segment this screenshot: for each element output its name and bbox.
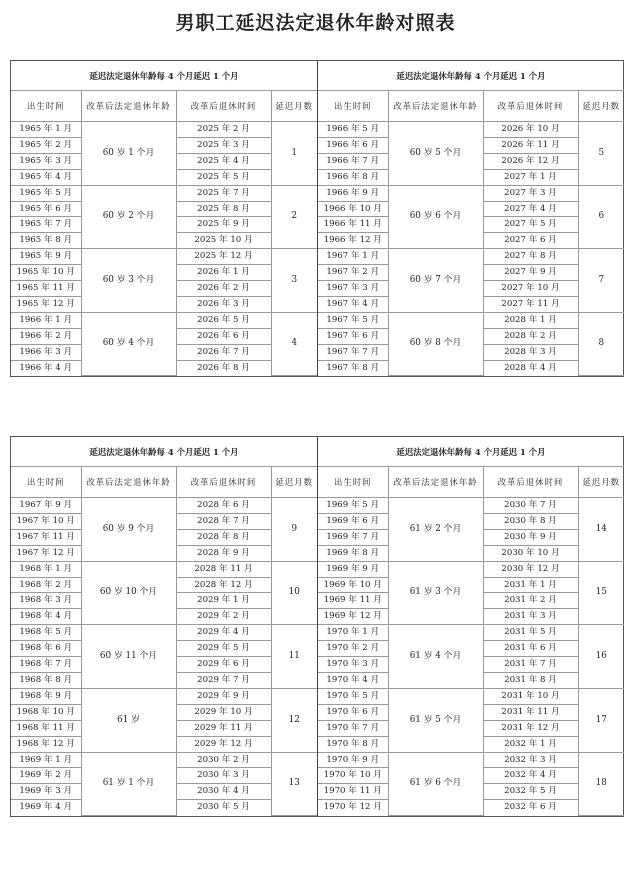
retirement-table [11,437,317,816]
table-row [318,185,624,201]
birth-month-cell: 1966 年 7 月 [318,153,388,169]
birth-month-cell: 1967 年 6 月 [318,328,388,344]
birth-month-cell: 1967 年 12 月 [11,545,81,561]
birth-month-cell: 1968 年 3 月 [11,593,81,609]
birth-month-cell: 1969 年 4 月 [11,800,81,815]
delay-months-cell: 2 [271,185,317,249]
retirement-date-cell: 2028 年 8 月 [176,529,271,545]
table-row [11,498,317,514]
retirement-date-cell: 2028 年 11 月 [176,561,271,577]
birth-month-cell: 1967 年 11 月 [11,529,81,545]
birth-month-cell: 1970 年 11 月 [318,784,388,800]
birth-month-cell: 1970 年 9 月 [318,752,388,768]
retirement-date-cell: 2031 年 1 月 [483,577,578,593]
table-block-1 [10,60,624,377]
birth-month-cell: 1965 年 12 月 [11,296,81,312]
retirement-date-cell: 2029 年 2 月 [176,609,271,625]
retirement-date-cell: 2027 年 11 月 [483,296,578,312]
birth-month-cell: 1965 年 7 月 [11,217,81,233]
birth-month-cell: 1968 年 4 月 [11,609,81,625]
retirement-date-cell: 2027 年 8 月 [483,249,578,265]
birth-month-cell: 1966 年 8 月 [318,169,388,185]
retirement-date-cell: 2030 年 7 月 [483,498,578,514]
birth-month-cell: 1969 年 7 月 [318,529,388,545]
retirement-date-cell: 2025 年 4 月 [176,153,271,169]
birth-month-cell: 1966 年 3 月 [11,344,81,360]
retirement-date-cell: 2030 年 8 月 [483,513,578,529]
column-header: 改革后退休时间 [483,467,578,498]
table-row [11,625,317,641]
birth-month-cell: 1969 年 6 月 [318,513,388,529]
birth-month-cell: 1968 年 5 月 [11,625,81,641]
table-row [11,752,317,768]
retirement-date-cell: 2031 年 12 月 [483,720,578,736]
retirement-date-cell: 2028 年 4 月 [483,360,578,375]
delay-months-cell: 8 [578,312,624,375]
birth-month-cell: 1967 年 2 月 [318,265,388,281]
table-row [11,561,317,577]
retirement-age-cell: 61 岁 1 个月 [81,752,176,815]
birth-month-cell: 1968 年 1 月 [11,561,81,577]
delay-months-cell: 3 [271,249,317,313]
table-half [11,61,317,376]
birth-month-cell: 1967 年 3 月 [318,281,388,297]
retirement-date-cell: 2029 年 6 月 [176,657,271,673]
table-row [318,122,624,138]
delay-months-cell: 12 [271,688,317,752]
retirement-age-cell: 61 岁 2 个月 [388,498,483,562]
column-header: 延迟月数 [578,91,624,122]
delay-months-cell: 9 [271,498,317,562]
birth-month-cell: 1969 年 8 月 [318,545,388,561]
retirement-table [318,61,624,376]
retirement-date-cell: 2026 年 3 月 [176,296,271,312]
column-header: 改革后退休时间 [176,467,271,498]
birth-month-cell: 1966 年 10 月 [318,201,388,217]
retirement-age-cell: 61 岁 [81,688,176,752]
birth-month-cell: 1966 年 1 月 [11,312,81,328]
birth-month-cell: 1967 年 10 月 [11,513,81,529]
column-header: 改革后法定退休年龄 [388,467,483,498]
retirement-age-cell: 60 岁 6 个月 [388,185,483,249]
retirement-date-cell: 2031 年 7 月 [483,657,578,673]
birth-month-cell: 1967 年 7 月 [318,344,388,360]
birth-month-cell: 1966 年 11 月 [318,217,388,233]
retirement-age-cell: 60 岁 7 个月 [388,249,483,313]
birth-month-cell: 1965 年 1 月 [11,122,81,138]
table-row [11,688,317,704]
retirement-date-cell: 2025 年 10 月 [176,233,271,249]
delay-months-cell: 7 [578,249,624,313]
table-row [318,249,624,265]
table-caption: 延迟法定退休年龄每 4 个月延迟 1 个月 [11,437,317,467]
birth-month-cell: 1969 年 12 月 [318,609,388,625]
birth-month-cell: 1970 年 12 月 [318,800,388,815]
header-row [318,91,624,122]
table-row [318,688,624,704]
birth-month-cell: 1965 年 10 月 [11,265,81,281]
birth-month-cell: 1965 年 2 月 [11,137,81,153]
retirement-date-cell: 2030 年 12 月 [483,561,578,577]
retirement-date-cell: 2027 年 6 月 [483,233,578,249]
birth-month-cell: 1966 年 12 月 [318,233,388,249]
retirement-date-cell: 2026 年 8 月 [176,360,271,375]
retirement-date-cell: 2028 年 12 月 [176,577,271,593]
retirement-date-cell: 2028 年 1 月 [483,312,578,328]
delay-months-cell: 1 [271,122,317,186]
birth-month-cell: 1967 年 5 月 [318,312,388,328]
birth-month-cell: 1970 年 3 月 [318,657,388,673]
retirement-date-cell: 2028 年 3 月 [483,344,578,360]
retirement-date-cell: 2026 年 12 月 [483,153,578,169]
table-half [317,437,624,816]
retirement-date-cell: 2026 年 7 月 [176,344,271,360]
retirement-date-cell: 2025 年 9 月 [176,217,271,233]
birth-month-cell: 1969 年 2 月 [11,768,81,784]
retirement-date-cell: 2029 年 4 月 [176,625,271,641]
retirement-date-cell: 2031 年 10 月 [483,688,578,704]
birth-month-cell: 1970 年 2 月 [318,641,388,657]
column-header: 延迟月数 [271,91,317,122]
retirement-date-cell: 2030 年 4 月 [176,784,271,800]
retirement-date-cell: 2025 年 5 月 [176,169,271,185]
table-caption: 延迟法定退休年龄每 4 个月延迟 1 个月 [11,61,317,91]
column-header: 出生时间 [318,467,388,498]
birth-month-cell: 1969 年 3 月 [11,784,81,800]
retirement-date-cell: 2028 年 6 月 [176,498,271,514]
retirement-table [318,437,624,816]
birth-month-cell: 1970 年 4 月 [318,672,388,688]
retirement-date-cell: 2031 年 2 月 [483,593,578,609]
birth-month-cell: 1965 年 3 月 [11,153,81,169]
retirement-table [11,61,317,376]
birth-month-cell: 1970 年 6 月 [318,704,388,720]
birth-month-cell: 1965 年 11 月 [11,281,81,297]
header-row [318,467,624,498]
birth-month-cell: 1969 年 11 月 [318,593,388,609]
retirement-age-cell: 60 岁 2 个月 [81,185,176,249]
retirement-date-cell: 2031 年 8 月 [483,672,578,688]
table-row [318,561,624,577]
delay-months-cell: 4 [271,312,317,375]
delay-months-cell: 11 [271,625,317,689]
table-block-2 [10,436,624,817]
header-row [11,467,317,498]
birth-month-cell: 1970 年 5 月 [318,688,388,704]
birth-month-cell: 1969 年 9 月 [318,561,388,577]
retirement-date-cell: 2028 年 2 月 [483,328,578,344]
retirement-date-cell: 2026 年 5 月 [176,312,271,328]
birth-month-cell: 1967 年 4 月 [318,296,388,312]
table-row [11,185,317,201]
retirement-date-cell: 2027 年 4 月 [483,201,578,217]
retirement-age-cell: 61 岁 5 个月 [388,688,483,752]
birth-month-cell: 1970 年 8 月 [318,736,388,752]
delay-months-cell: 18 [578,752,624,815]
table-row [11,122,317,138]
table-half [11,437,317,816]
retirement-date-cell: 2025 年 2 月 [176,122,271,138]
birth-month-cell: 1967 年 1 月 [318,249,388,265]
retirement-date-cell: 2030 年 3 月 [176,768,271,784]
birth-month-cell: 1969 年 1 月 [11,752,81,768]
retirement-date-cell: 2026 年 6 月 [176,328,271,344]
retirement-date-cell: 2031 年 5 月 [483,625,578,641]
retirement-date-cell: 2029 年 7 月 [176,672,271,688]
column-header: 出生时间 [318,91,388,122]
retirement-date-cell: 2027 年 3 月 [483,185,578,201]
delay-months-cell: 10 [271,561,317,625]
retirement-age-cell: 61 岁 4 个月 [388,625,483,689]
retirement-date-cell: 2032 年 4 月 [483,768,578,784]
column-header: 改革后法定退休年龄 [81,91,176,122]
birth-month-cell: 1970 年 7 月 [318,720,388,736]
retirement-date-cell: 2029 年 1 月 [176,593,271,609]
birth-month-cell: 1970 年 1 月 [318,625,388,641]
birth-month-cell: 1967 年 9 月 [11,498,81,514]
birth-month-cell: 1965 年 9 月 [11,249,81,265]
column-header: 改革后法定退休年龄 [81,467,176,498]
retirement-date-cell: 2029 年 11 月 [176,720,271,736]
retirement-date-cell: 2030 年 2 月 [176,752,271,768]
birth-month-cell: 1968 年 7 月 [11,657,81,673]
retirement-age-cell: 60 岁 11 个月 [81,625,176,689]
retirement-age-cell: 60 岁 10 个月 [81,561,176,625]
column-header: 改革后退休时间 [483,91,578,122]
retirement-date-cell: 2032 年 1 月 [483,736,578,752]
delay-months-cell: 13 [271,752,317,815]
column-header: 延迟月数 [578,467,624,498]
table-row [318,752,624,768]
table-caption: 延迟法定退休年龄每 4 个月延迟 1 个月 [318,61,624,91]
retirement-date-cell: 2032 年 5 月 [483,784,578,800]
retirement-date-cell: 2025 年 7 月 [176,185,271,201]
birth-month-cell: 1966 年 4 月 [11,360,81,375]
retirement-age-cell: 60 岁 8 个月 [388,312,483,375]
retirement-date-cell: 2032 年 6 月 [483,800,578,815]
retirement-date-cell: 2029 年 12 月 [176,736,271,752]
retirement-date-cell: 2025 年 3 月 [176,137,271,153]
retirement-date-cell: 2026 年 1 月 [176,265,271,281]
retirement-date-cell: 2027 年 5 月 [483,217,578,233]
retirement-date-cell: 2031 年 6 月 [483,641,578,657]
retirement-age-cell: 60 岁 5 个月 [388,122,483,186]
retirement-date-cell: 2030 年 10 月 [483,545,578,561]
retirement-age-cell: 60 岁 4 个月 [81,312,176,375]
page-title: 男职工延迟法定退休年龄对照表 [175,12,456,34]
retirement-date-cell: 2026 年 10 月 [483,122,578,138]
retirement-age-cell: 60 岁 1 个月 [81,122,176,186]
retirement-date-cell: 2027 年 1 月 [483,169,578,185]
retirement-date-cell: 2026 年 2 月 [176,281,271,297]
birth-month-cell: 1966 年 6 月 [318,137,388,153]
birth-month-cell: 1965 年 6 月 [11,201,81,217]
retirement-date-cell: 2029 年 9 月 [176,688,271,704]
table-row [318,312,624,328]
table-caption: 延迟法定退休年龄每 4 个月延迟 1 个月 [318,437,624,467]
birth-month-cell: 1968 年 6 月 [11,641,81,657]
retirement-date-cell: 2031 年 3 月 [483,609,578,625]
retirement-date-cell: 2025 年 8 月 [176,201,271,217]
retirement-age-cell: 61 岁 6 个月 [388,752,483,815]
table-row [318,625,624,641]
delay-months-cell: 5 [578,122,624,186]
retirement-date-cell: 2030 年 5 月 [176,800,271,815]
birth-month-cell: 1966 年 9 月 [318,185,388,201]
column-header: 出生时间 [11,91,81,122]
delay-months-cell: 16 [578,625,624,689]
birth-month-cell: 1968 年 10 月 [11,704,81,720]
column-header: 延迟月数 [271,467,317,498]
table-row [11,249,317,265]
birth-month-cell: 1968 年 12 月 [11,736,81,752]
birth-month-cell: 1967 年 8 月 [318,360,388,375]
delay-months-cell: 14 [578,498,624,562]
header-row [11,91,317,122]
delay-months-cell: 6 [578,185,624,249]
retirement-date-cell: 2025 年 12 月 [176,249,271,265]
retirement-date-cell: 2027 年 10 月 [483,281,578,297]
birth-month-cell: 1970 年 10 月 [318,768,388,784]
retirement-date-cell: 2028 年 7 月 [176,513,271,529]
birth-month-cell: 1968 年 8 月 [11,672,81,688]
birth-month-cell: 1965 年 4 月 [11,169,81,185]
column-header: 改革后法定退休年龄 [388,91,483,122]
birth-month-cell: 1968 年 9 月 [11,688,81,704]
retirement-date-cell: 2029 年 10 月 [176,704,271,720]
retirement-date-cell: 2028 年 9 月 [176,545,271,561]
table-half [317,61,624,376]
birth-month-cell: 1965 年 8 月 [11,233,81,249]
retirement-date-cell: 2031 年 11 月 [483,704,578,720]
birth-month-cell: 1966 年 2 月 [11,328,81,344]
delay-months-cell: 17 [578,688,624,752]
column-header: 出生时间 [11,467,81,498]
birth-month-cell: 1969 年 5 月 [318,498,388,514]
retirement-date-cell: 2030 年 9 月 [483,529,578,545]
retirement-age-cell: 61 岁 3 个月 [388,561,483,625]
table-row [318,498,624,514]
retirement-date-cell: 2032 年 3 月 [483,752,578,768]
delay-months-cell: 15 [578,561,624,625]
birth-month-cell: 1965 年 5 月 [11,185,81,201]
column-header: 改革后退休时间 [176,91,271,122]
birth-month-cell: 1969 年 10 月 [318,577,388,593]
birth-month-cell: 1966 年 5 月 [318,122,388,138]
birth-month-cell: 1968 年 2 月 [11,577,81,593]
retirement-date-cell: 2029 年 5 月 [176,641,271,657]
retirement-date-cell: 2026 年 11 月 [483,137,578,153]
birth-month-cell: 1968 年 11 月 [11,720,81,736]
table-row [11,312,317,328]
retirement-age-cell: 60 岁 9 个月 [81,498,176,562]
retirement-date-cell: 2027 年 9 月 [483,265,578,281]
retirement-age-cell: 60 岁 3 个月 [81,249,176,313]
